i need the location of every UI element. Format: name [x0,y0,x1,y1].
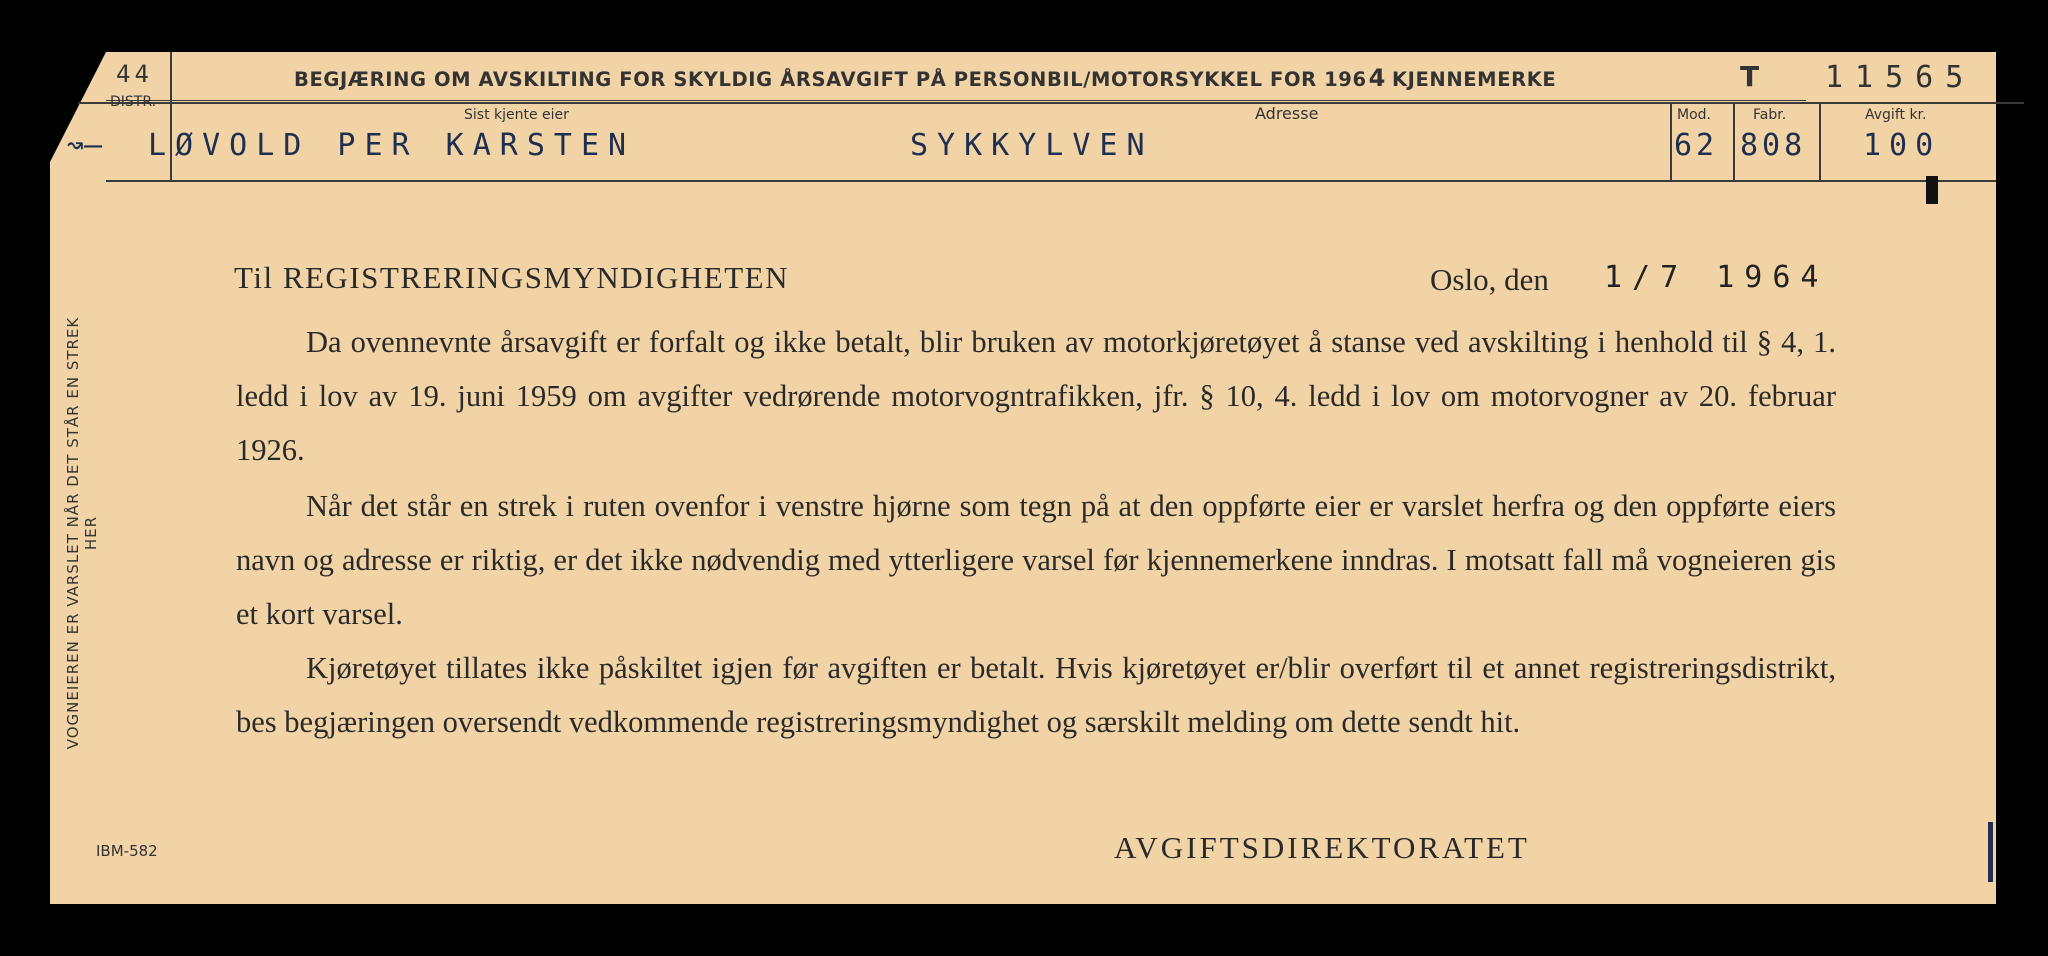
form-code: IBM-582 [96,842,158,860]
model-column-divider [1733,104,1735,182]
fields-bottom-rule [106,180,1996,182]
addressee: Til REGISTRERINGSMYNDIGHETEN [234,260,789,295]
owner-address: SYKKYLVEN [910,128,1154,163]
owner-label: Sist kjente eier [464,107,569,123]
letter-date: 1/7 1964 [1604,260,1829,295]
form-title-year-digit: 4 [1368,64,1386,92]
header-top-rule [106,100,1806,101]
model-column-divider-left [1670,104,1672,182]
registration-letter: T [1740,60,1760,93]
registration-number: 11565 [1825,60,1976,95]
paragraph-2: Når det står en strek i ruten ovenfor i venstre hjørne som tegn på at den oppførte eier er varslet herfra og den oppførte eiers navn og adresse er riktig, er det ikke nødvendig med ytterligere varsel før kjennemerkene inndras. I motsatt fall må vogneieren gis et kort varsel. [236,489,1836,631]
factory-label: Fabr. [1753,107,1787,123]
form-title [294,64,1556,92]
district-number: 44 [116,60,153,88]
district-label: DISTR. [110,94,157,110]
paragraph-1: Da ovennevnte årsavgift er forfalt og ikke betalt, blir bruken av motorkjøretøyet å stanse ved avskilting i henhold til § 4, 1. ledd i lov av 19. juni 1959 om avgifter vedrørende motorvogntrafikken, jfr. § 10, 4. ledd i lov om motorvogner av 20. februar 1926. [236,325,1836,467]
model-label: Mod. [1677,107,1711,123]
factory-code: 808 [1740,128,1807,163]
fee-label: Avgift kr. [1865,107,1927,123]
document-card [50,52,1996,904]
address-label: Adresse [1255,104,1319,123]
owner-name: LØVOLD PER KARSTEN [148,128,636,163]
fee-amount: 100 [1863,128,1942,163]
side-notice-text: VOGNEIEREN ER VARSLET NÅR DET STÅR EN STREK HER [64,316,100,750]
model-year: 62 [1674,128,1719,163]
notice-arrow-mark: ↝– [66,128,103,163]
edge-mark [1988,822,1993,882]
paragraph-3: Kjøretøyet tillates ikke påskiltet igjen før avgiften er betalt. Hvis kjøretøyet er/blir overført til et annet registreringsdistrikt, bes begjæringen oversendt vedkommende registreringsmyndighet og særskilt melding om dette sendt hit. [236,651,1836,739]
signature: AVGIFTSDIREKTORATET [1114,830,1530,865]
notice-tick-mark [1926,176,1938,204]
form-title-suffix: KJENNEMERKE [1391,68,1557,91]
factory-column-divider [1819,104,1821,182]
place-date-prefix: Oslo, den [1430,262,1549,297]
form-title-main: BEGJÆRING OM AVSKILTING FOR SKYLDIG ÅRSAVGIFT PÅ PERSONBIL/MOTORSYKKEL FOR 196 [294,68,1367,91]
